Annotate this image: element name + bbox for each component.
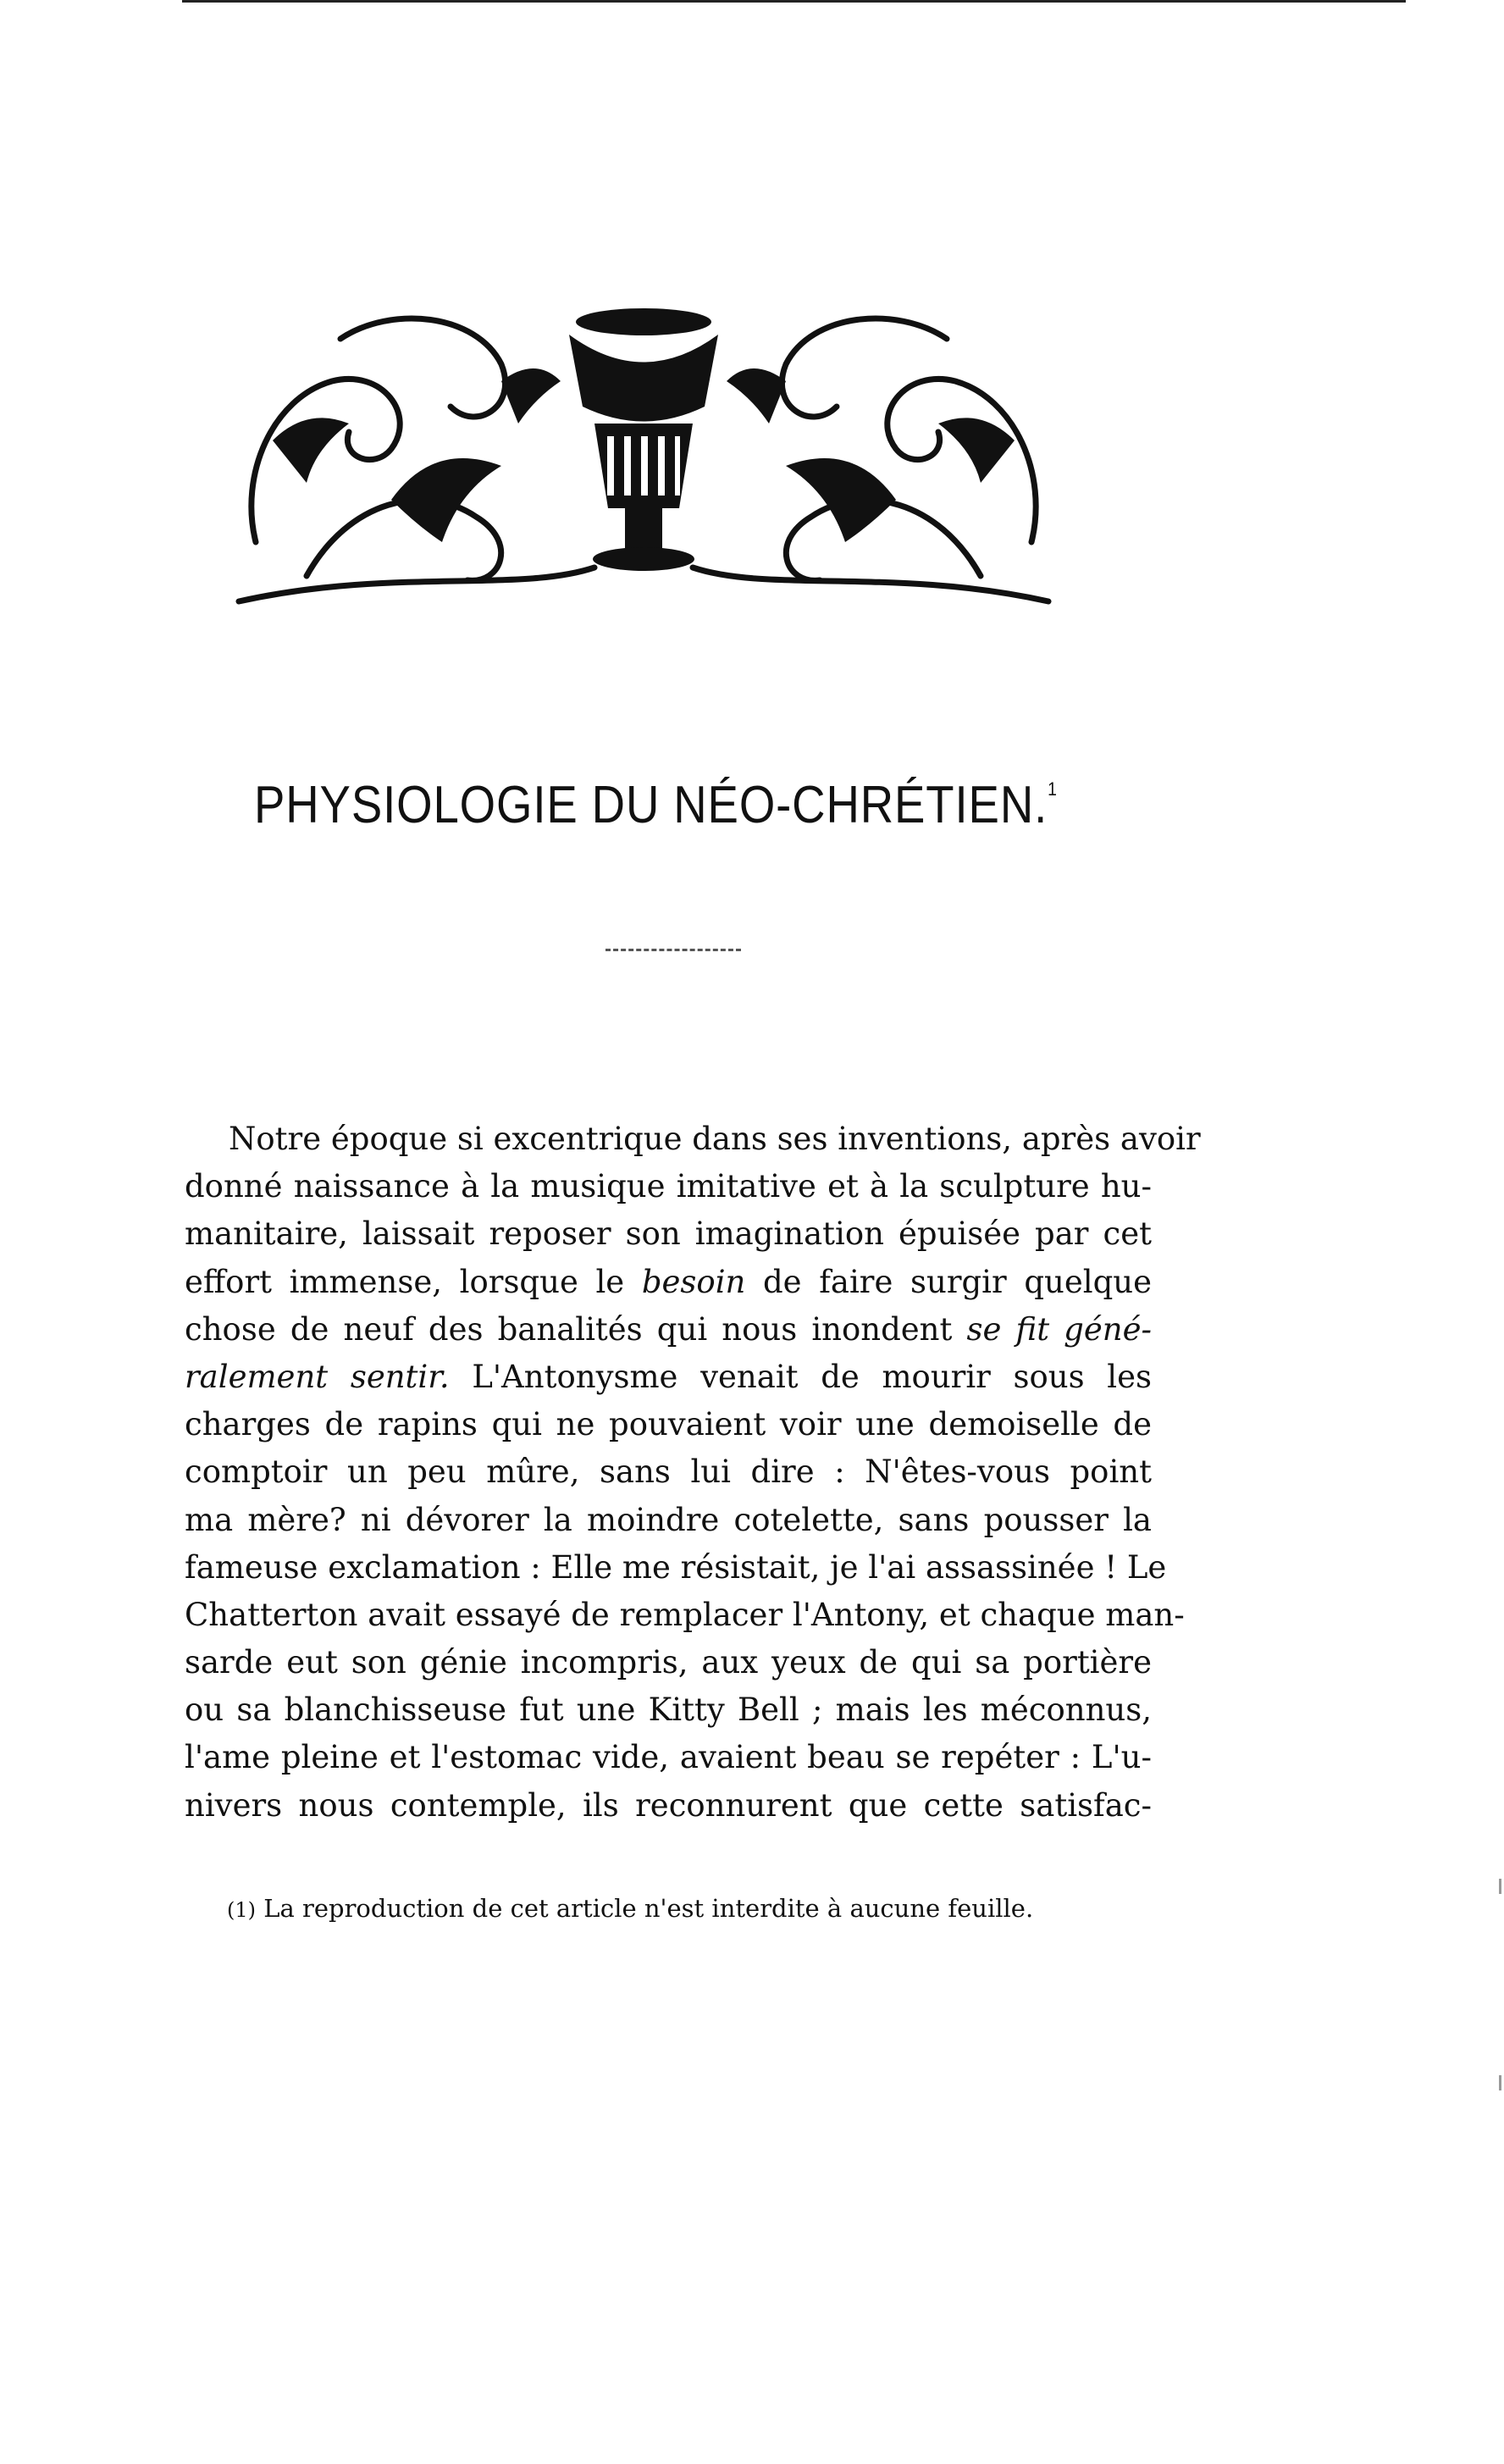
article-title bbox=[254, 775, 1058, 835]
scan-speck bbox=[1499, 2075, 1501, 2090]
footnote bbox=[227, 1894, 1158, 1923]
body-line: nivers nous contemple, ils reconnurent que cette satisfac- bbox=[185, 1786, 1152, 1824]
body-line bbox=[185, 1306, 1152, 1354]
body-line bbox=[185, 1354, 1152, 1401]
body-line: charges de rapins qui ne pouvaient voir une demoiselle de bbox=[185, 1406, 1152, 1443]
body-line: manitaire, laissait reposer son imagination épuisée par cet bbox=[185, 1215, 1152, 1253]
body-line: donné naissance à la musique imitative et à la sculpture hu- bbox=[185, 1168, 1152, 1205]
body-line: l'ame pleine et l'estomac vide, avaient beau se repéter : L'u- bbox=[185, 1739, 1152, 1776]
body-line-start: chose de neuf des banalités qui nous inondent bbox=[185, 1310, 967, 1348]
article-title-text: PHYSIOLOGIE DU NÉO-CHRÉTIEN. bbox=[254, 776, 1048, 834]
body-line: comptoir un peu mûre, sans lui dire : N'êtes-vous point bbox=[185, 1453, 1152, 1491]
italic-phrase: se fit géné- bbox=[966, 1310, 1152, 1348]
body-line-start: effort immense, lorsque le bbox=[185, 1263, 642, 1300]
body-line: ma mère? ni dévorer la moindre cotelette, sans pousser la bbox=[185, 1501, 1152, 1538]
body-line-end: L'Antonysme venait de mourir sous les bbox=[449, 1358, 1153, 1395]
italic-word: besoin bbox=[641, 1263, 746, 1300]
body-line: Chatterton avait essayé de remplacer l'Antony, et chaque man- bbox=[185, 1596, 1185, 1633]
body-line: Notre époque si excentrique dans ses inventions, après avoir bbox=[229, 1121, 1201, 1157]
scan-speck bbox=[1499, 1879, 1501, 1894]
article-body bbox=[185, 1116, 1201, 1830]
italic-phrase: ralement sentir. bbox=[185, 1358, 450, 1395]
title-separator-rule bbox=[605, 949, 741, 951]
title-footnote-mark: 1 bbox=[1048, 778, 1058, 800]
body-line: ou sa blanchisseuse fut une Kitty Bell ; mais les méconnus, bbox=[185, 1692, 1152, 1729]
body-line bbox=[185, 1259, 1152, 1306]
footnote-mark: (1) bbox=[227, 1898, 256, 1922]
body-line: fameuse exclamation : Elle me résistait, je l'ai assassinée ! Le bbox=[185, 1548, 1167, 1586]
ornamental-headpiece bbox=[222, 288, 1065, 610]
body-line: sarde eut son génie incompris, aux yeux de qui sa portière bbox=[185, 1644, 1152, 1681]
body-line-end: de faire surgir quelque bbox=[745, 1263, 1152, 1300]
footnote-text: La reproduction de cet article n'est interdite à aucune feuille. bbox=[256, 1894, 1034, 1923]
page-top-edge bbox=[182, 0, 1406, 3]
